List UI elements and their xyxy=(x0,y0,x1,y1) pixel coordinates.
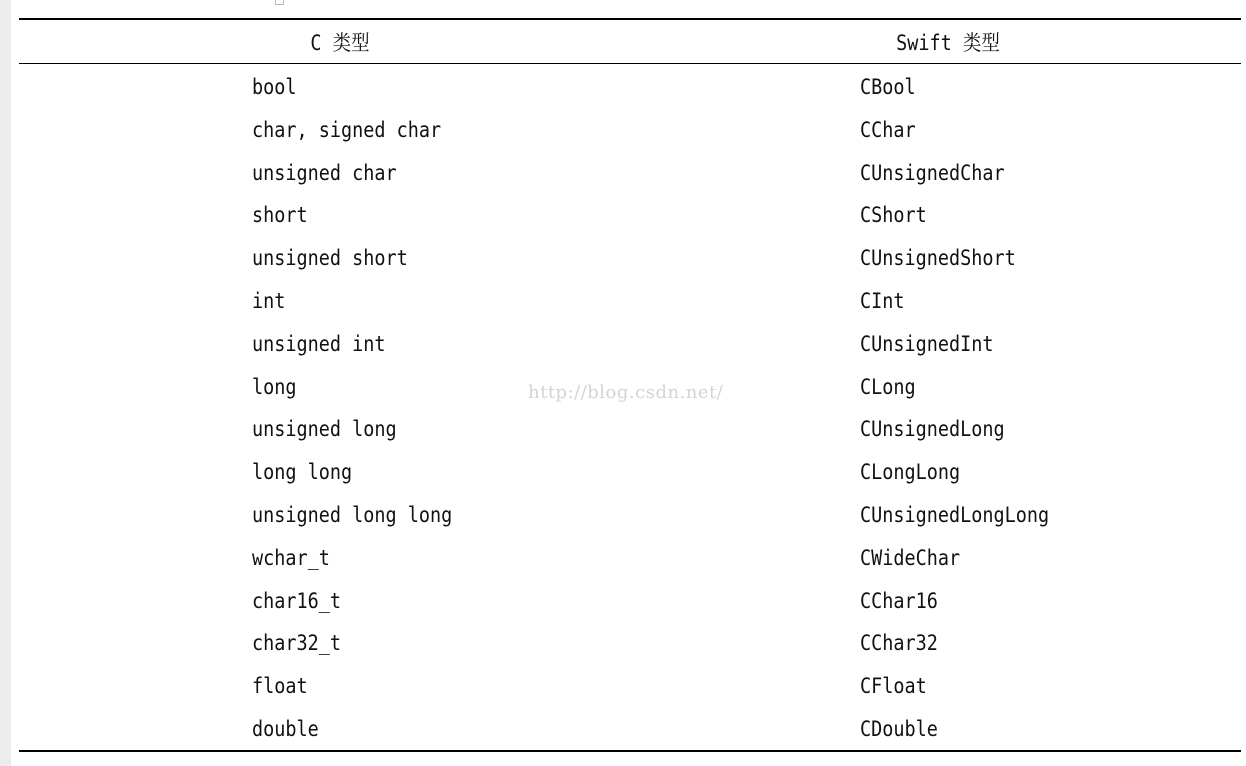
table-row xyxy=(19,537,1241,580)
cell-c-type: short xyxy=(252,203,308,228)
top-edge-mark xyxy=(275,0,284,5)
watermark-text: http://blog.csdn.net/ xyxy=(528,382,724,403)
table-row xyxy=(19,280,1241,323)
table-body xyxy=(19,66,1241,748)
cell-c-type: float xyxy=(252,674,308,699)
table-row xyxy=(19,622,1241,665)
cell-c-type: char32_t xyxy=(252,631,342,656)
table-row xyxy=(19,665,1241,708)
cell-c-type: unsigned int xyxy=(252,331,386,356)
header-c-type: C 类型 xyxy=(310,31,370,55)
table-row xyxy=(19,323,1241,366)
cell-c-type: long xyxy=(252,374,297,399)
cell-c-type: int xyxy=(252,288,286,313)
cell-c-type: char, signed char xyxy=(252,117,442,142)
cell-c-type: wchar_t xyxy=(252,545,330,570)
table-row xyxy=(19,109,1241,152)
cell-swift-type: CDouble xyxy=(860,716,938,741)
cell-swift-type: CUnsignedShort xyxy=(860,246,1016,271)
table-header-rule xyxy=(19,63,1241,64)
cell-c-type: double xyxy=(252,716,319,741)
cell-swift-type: CInt xyxy=(860,288,905,313)
table-row xyxy=(19,451,1241,494)
cell-swift-type: CLongLong xyxy=(860,460,961,485)
cell-c-type: unsigned short xyxy=(252,246,408,271)
table-row xyxy=(19,152,1241,195)
table-row xyxy=(19,580,1241,623)
table-row xyxy=(19,494,1241,537)
cell-c-type: long long xyxy=(252,460,353,485)
header-swift-type: Swift 类型 xyxy=(896,31,1000,55)
cell-swift-type: CChar16 xyxy=(860,588,938,613)
cell-c-type: bool xyxy=(252,75,297,99)
cell-swift-type: CUnsignedLongLong xyxy=(860,502,1050,527)
cell-swift-type: CChar32 xyxy=(860,631,938,656)
cell-swift-type: CUnsignedInt xyxy=(860,331,994,356)
table-row xyxy=(19,237,1241,280)
table-row xyxy=(19,194,1241,237)
table-top-rule xyxy=(19,18,1241,20)
cell-c-type: unsigned char xyxy=(252,160,397,185)
table-row xyxy=(19,408,1241,451)
cell-swift-type: CWideChar xyxy=(860,545,961,570)
cell-swift-type: CShort xyxy=(860,203,927,228)
cell-swift-type: CBool xyxy=(860,75,916,99)
table-row xyxy=(19,66,1241,109)
cell-c-type: unsigned long xyxy=(252,417,397,442)
cell-swift-type: CUnsignedLong xyxy=(860,417,1005,442)
table-bottom-rule xyxy=(19,750,1241,752)
cell-swift-type: CUnsignedChar xyxy=(860,160,1005,185)
cell-swift-type: CLong xyxy=(860,374,916,399)
cell-swift-type: CChar xyxy=(860,117,916,142)
cell-c-type: char16_t xyxy=(252,588,342,613)
cell-swift-type: CFloat xyxy=(860,674,927,699)
table-row xyxy=(19,708,1241,751)
cell-c-type: unsigned long long xyxy=(252,502,453,527)
page-left-gutter xyxy=(0,0,11,766)
